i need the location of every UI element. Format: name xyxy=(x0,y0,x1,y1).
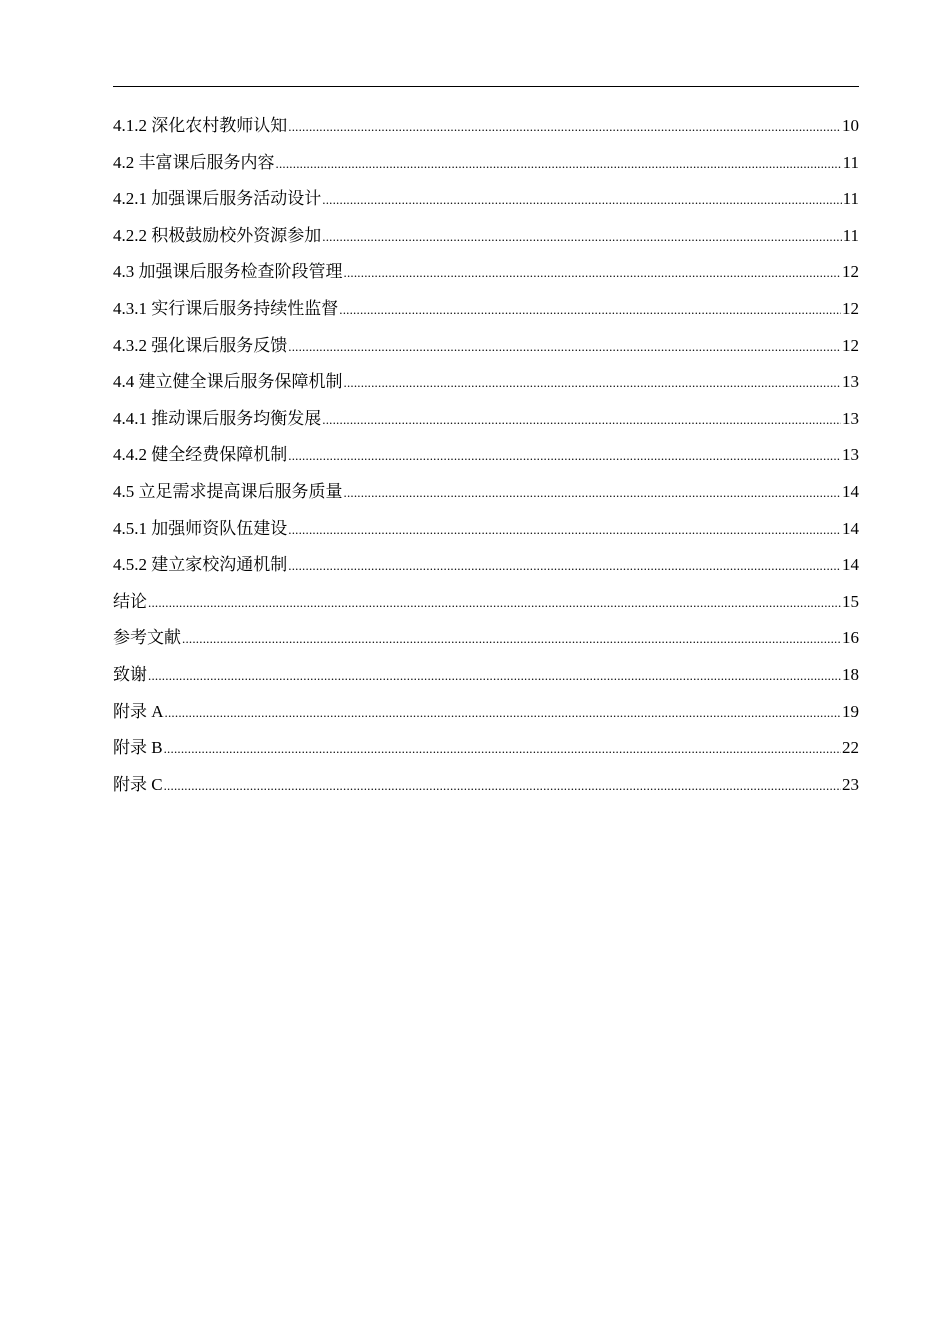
toc-entry-page-number: 15 xyxy=(842,591,859,611)
toc-entry-title: 4.2.2 积极鼓励校外资源参加 xyxy=(113,225,322,245)
toc-entry-page-number: 11 xyxy=(842,225,859,245)
header-rule xyxy=(113,86,859,87)
toc-entry-page-number: 13 xyxy=(842,372,859,392)
toc-dot-leader xyxy=(339,292,841,329)
toc-entry[interactable] xyxy=(113,584,859,621)
toc-entry[interactable] xyxy=(113,437,859,474)
toc-entry[interactable] xyxy=(113,254,859,291)
toc-dot-leader xyxy=(288,438,841,475)
toc-entry-page-number: 18 xyxy=(842,664,859,684)
toc-entry[interactable] xyxy=(113,218,859,255)
toc-entry-title: 附录 C xyxy=(113,774,163,794)
toc-dot-leader xyxy=(322,402,841,439)
toc-entry-page-number: 14 xyxy=(842,518,859,538)
toc-entry[interactable] xyxy=(113,620,859,657)
toc-entry-title: 4.3.1 实行课后服务持续性监督 xyxy=(113,298,339,318)
toc-entry-page-number: 11 xyxy=(842,152,859,172)
toc-dot-leader xyxy=(288,548,841,585)
toc-entry-title: 4.4.1 推动课后服务均衡发展 xyxy=(113,408,322,428)
toc-entry-title: 4.1.2 深化农村教师认知 xyxy=(113,116,288,135)
toc-entry-title: 致谢 xyxy=(113,664,147,684)
toc-entry-page-number: 12 xyxy=(842,298,859,318)
toc-entry[interactable] xyxy=(113,181,859,218)
toc-dot-leader xyxy=(276,146,842,183)
toc-entry-page-number: 11 xyxy=(842,189,859,209)
toc-dot-leader xyxy=(288,109,841,146)
toc-entry[interactable] xyxy=(113,657,859,694)
toc-entry[interactable] xyxy=(113,547,859,584)
toc-entry[interactable] xyxy=(113,730,859,767)
toc-entry-page-number: 14 xyxy=(842,481,859,501)
toc-entry-page-number: 12 xyxy=(842,335,859,355)
toc-entry-page-number: 22 xyxy=(842,738,859,758)
toc-dot-leader xyxy=(148,658,841,695)
toc-entry[interactable] xyxy=(113,694,859,731)
toc-entry[interactable] xyxy=(113,291,859,328)
toc-entry-title: 4.4.2 健全经费保障机制 xyxy=(113,445,288,465)
toc-entry-page-number: 13 xyxy=(842,408,859,428)
toc-dot-leader xyxy=(322,182,841,219)
toc-dot-leader xyxy=(322,219,841,256)
toc-entry-page-number: 10 xyxy=(842,116,859,135)
toc-entry[interactable] xyxy=(113,767,859,804)
toc-entry-page-number: 12 xyxy=(842,262,859,282)
toc-dot-leader xyxy=(164,731,841,768)
toc-entry[interactable] xyxy=(113,474,859,511)
toc-entry-page-number: 13 xyxy=(842,445,859,465)
toc-entry-title: 4.2.1 加强课后服务活动设计 xyxy=(113,189,322,209)
toc-dot-leader xyxy=(182,621,841,658)
toc-entry-title: 附录 B xyxy=(113,738,163,758)
toc-entry-title: 4.5.1 加强师资队伍建设 xyxy=(113,518,288,538)
toc-entry[interactable] xyxy=(113,108,859,145)
toc-entry-title: 4.3 加强课后服务检查阶段管理 xyxy=(113,262,343,282)
toc-entry[interactable] xyxy=(113,401,859,438)
toc-entry[interactable] xyxy=(113,364,859,401)
toc-dot-leader xyxy=(164,768,841,805)
toc-entry-title: 4.3.2 强化课后服务反馈 xyxy=(113,335,288,355)
toc-dot-leader xyxy=(344,255,842,292)
toc-entry-title: 4.5.2 建立家校沟通机制 xyxy=(113,555,288,575)
toc-dot-leader xyxy=(165,695,841,732)
toc-entry[interactable] xyxy=(113,145,859,182)
toc-entry-title: 结论 xyxy=(113,591,147,611)
toc-entry-title: 4.5 立足需求提高课后服务质量 xyxy=(113,481,343,501)
toc-entry-page-number: 16 xyxy=(842,628,859,648)
table-of-contents xyxy=(113,108,859,803)
toc-dot-leader xyxy=(288,512,841,549)
toc-entry[interactable] xyxy=(113,511,859,548)
toc-entry-title: 附录 A xyxy=(113,701,164,721)
toc-entry-page-number: 23 xyxy=(842,774,859,794)
toc-entry-title: 4.4 建立健全课后服务保障机制 xyxy=(113,372,343,392)
toc-entry-page-number: 19 xyxy=(842,701,859,721)
toc-dot-leader xyxy=(344,365,842,402)
toc-entry-title: 4.2 丰富课后服务内容 xyxy=(113,152,275,172)
toc-entry[interactable] xyxy=(113,328,859,365)
toc-entry-page-number: 14 xyxy=(842,555,859,575)
toc-dot-leader xyxy=(148,585,841,622)
toc-dot-leader xyxy=(344,475,842,512)
toc-dot-leader xyxy=(288,329,841,366)
toc-entry-title: 参考文献 xyxy=(113,628,181,648)
